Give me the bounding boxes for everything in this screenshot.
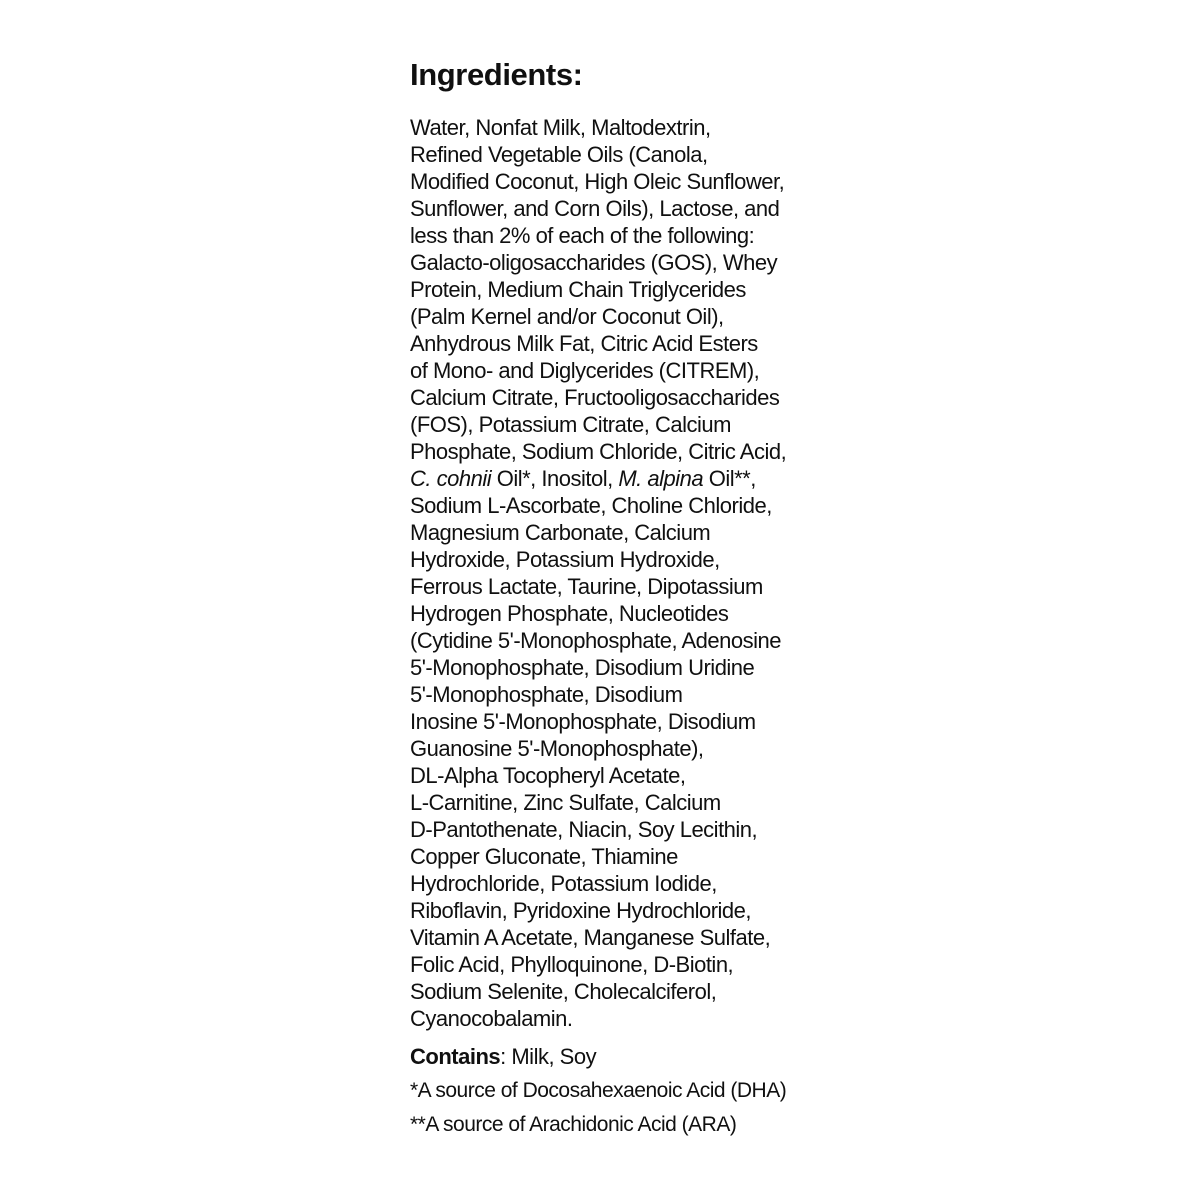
ingredient-line: Protein, Medium Chain Triglycerides (410, 277, 746, 302)
footnote-ara: **A source of Arachidonic Acid (ARA) (410, 1113, 737, 1136)
ingredient-line: Modified Coconut, High Oleic Sunflower, (410, 169, 785, 194)
ingredient-line: Folic Acid, Phylloquinone, D-Biotin, (410, 952, 734, 977)
ingredient-line: Inosine 5'-Monophosphate, Disodium (410, 709, 756, 734)
ingredient-line: Ferrous Lactate, Taurine, Dipotassium (410, 574, 763, 599)
ingredient-line: Copper Gluconate, Thiamine (410, 844, 678, 869)
ingredient-line: Galacto-oligosaccharides (GOS), Whey (410, 250, 778, 275)
ingredients-heading: Ingredients: (410, 57, 583, 92)
ingredient-line: Hydrogen Phosphate, Nucleotides (410, 601, 729, 626)
ingredient-line: of Mono- and Diglycerides (CITREM), (410, 358, 760, 383)
ingredient-line: L-Carnitine, Zinc Sulfate, Calcium (410, 790, 721, 815)
ingredient-line: Riboflavin, Pyridoxine Hydrochloride, (410, 898, 751, 923)
ingredient-line: Anhydrous Milk Fat, Citric Acid Esters (410, 331, 758, 356)
ingredient-line: Refined Vegetable Oils (Canola, (410, 142, 708, 167)
contains-label: Contains (410, 1044, 501, 1069)
ingredient-line: DL-Alpha Tocopheryl Acetate, (410, 763, 686, 788)
ingredient-line: Vitamin A Acetate, Manganese Sulfate, (410, 925, 771, 950)
ingredient-line: D-Pantothenate, Niacin, Soy Lecithin, (410, 817, 758, 842)
ingredient-line: 5'-Monophosphate, Disodium (410, 682, 683, 707)
contains-values: : Milk, Soy (500, 1044, 597, 1069)
ingredient-line: (FOS), Potassium Citrate, Calcium (410, 412, 731, 437)
ingredient-line: C. cohnii Oil*, Inositol, M. alpina Oil**, (410, 466, 756, 491)
ingredient-line: Hydroxide, Potassium Hydroxide, (410, 547, 720, 572)
ingredient-line: 5'-Monophosphate, Disodium Uridine (410, 655, 755, 680)
ingredient-line: Sunflower, and Corn Oils), Lactose, and (410, 196, 780, 221)
ingredient-line: Water, Nonfat Milk, Maltodextrin, (410, 115, 711, 140)
ingredient-line: Cyanocobalamin. (410, 1006, 573, 1031)
ingredient-line: (Palm Kernel and/or Coconut Oil), (410, 304, 724, 329)
ingredient-line: less than 2% of each of the following: (410, 223, 755, 248)
ingredients-lines (410, 114, 830, 1032)
ingredient-line: Guanosine 5'-Monophosphate), (410, 736, 704, 761)
ingredient-line: Sodium L-Ascorbate, Choline Chloride, (410, 493, 772, 518)
ingredient-line: Phosphate, Sodium Chloride, Citric Acid, (410, 439, 787, 464)
ingredient-line: Calcium Citrate, Fructooligosaccharides (410, 385, 780, 410)
ingredients-panel (410, 57, 830, 1138)
ingredient-line: Magnesium Carbonate, Calcium (410, 520, 711, 545)
ingredient-line: Hydrochloride, Potassium Iodide, (410, 871, 717, 896)
ingredient-line: Sodium Selenite, Cholecalciferol, (410, 979, 717, 1004)
footnote-dha: *A source of Docosahexaenoic Acid (DHA) (410, 1079, 787, 1102)
ingredient-line: (Cytidine 5'-Monophosphate, Adenosine (410, 628, 781, 653)
contains-statement (410, 1043, 830, 1070)
